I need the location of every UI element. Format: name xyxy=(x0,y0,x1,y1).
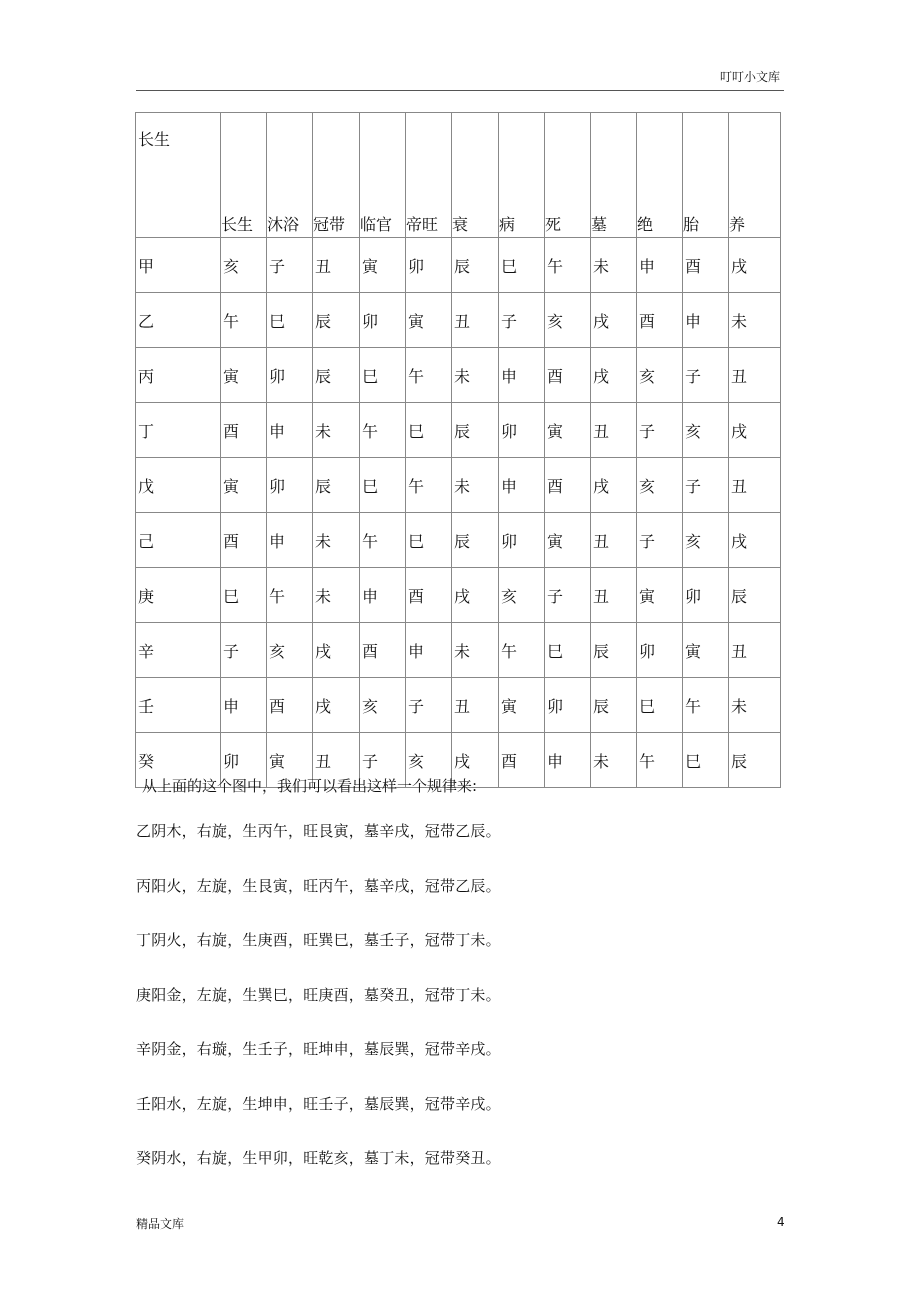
branch-cell: 寅 xyxy=(406,293,452,348)
branch-cell: 卯 xyxy=(637,623,683,678)
branch-cell: 卯 xyxy=(267,458,313,513)
rule-line: 丙阳火，左旋，生艮寅，旺丙午，墓辛戌，冠带乙辰。 xyxy=(136,876,501,895)
branch-cell: 未 xyxy=(313,513,360,568)
table-row xyxy=(136,513,781,568)
column-header: 沐浴 xyxy=(267,113,313,238)
stem-label: 乙 xyxy=(136,293,221,348)
stem-label: 辛 xyxy=(136,623,221,678)
branch-cell: 辰 xyxy=(591,623,637,678)
stem-label: 癸 xyxy=(136,733,221,788)
page-header xyxy=(136,66,784,91)
branch-cell: 寅 xyxy=(221,348,267,403)
branch-cell: 寅 xyxy=(221,458,267,513)
stem-label: 戊 xyxy=(136,458,221,513)
branch-cell: 午 xyxy=(499,623,545,678)
branch-cell: 未 xyxy=(452,623,499,678)
branch-cell: 午 xyxy=(637,733,683,788)
branch-cell: 巳 xyxy=(545,623,591,678)
branch-cell: 巳 xyxy=(637,678,683,733)
table-row xyxy=(136,238,781,293)
branch-cell: 巳 xyxy=(360,348,406,403)
branch-cell: 子 xyxy=(683,348,729,403)
branch-cell: 丑 xyxy=(452,293,499,348)
stem-label: 壬 xyxy=(136,678,221,733)
branch-cell: 亥 xyxy=(683,513,729,568)
branch-cell: 未 xyxy=(452,458,499,513)
branch-cell: 亥 xyxy=(545,293,591,348)
branch-cell: 午 xyxy=(683,678,729,733)
rule-line: 庚阳金，左旋，生巽巳，旺庚酉，墓癸丑，冠带丁未。 xyxy=(136,985,501,1004)
branch-cell: 戌 xyxy=(729,238,781,293)
branch-cell: 亥 xyxy=(221,238,267,293)
branch-cell: 丑 xyxy=(729,623,781,678)
branch-cell: 亥 xyxy=(406,733,452,788)
branch-cell: 戌 xyxy=(313,623,360,678)
branch-cell: 午 xyxy=(221,293,267,348)
branch-cell: 丑 xyxy=(313,238,360,293)
branch-cell: 寅 xyxy=(267,733,313,788)
branch-cell: 未 xyxy=(452,348,499,403)
branch-cell: 辰 xyxy=(313,293,360,348)
branch-cell: 未 xyxy=(591,238,637,293)
branch-cell: 辰 xyxy=(313,458,360,513)
column-header: 绝 xyxy=(637,113,683,238)
branch-cell: 辰 xyxy=(591,678,637,733)
branch-cell: 卯 xyxy=(267,348,313,403)
branch-cell: 戌 xyxy=(452,568,499,623)
table-row xyxy=(136,293,781,348)
branch-cell: 丑 xyxy=(729,458,781,513)
branch-cell: 申 xyxy=(406,623,452,678)
branch-cell: 亥 xyxy=(637,348,683,403)
column-header: 养 xyxy=(729,113,781,238)
branch-cell: 酉 xyxy=(683,238,729,293)
site-name: 叮叮小文库 xyxy=(719,70,780,84)
branch-cell: 亥 xyxy=(683,403,729,458)
branch-cell: 辰 xyxy=(729,733,781,788)
branch-cell: 卯 xyxy=(221,733,267,788)
stem-label: 庚 xyxy=(136,568,221,623)
branch-cell: 酉 xyxy=(406,568,452,623)
branch-cell: 子 xyxy=(360,733,406,788)
branch-cell: 午 xyxy=(267,568,313,623)
branch-cell: 辰 xyxy=(729,568,781,623)
branch-cell: 申 xyxy=(499,458,545,513)
branch-cell: 申 xyxy=(221,678,267,733)
branch-cell: 午 xyxy=(360,513,406,568)
table-row xyxy=(136,458,781,513)
branch-cell: 酉 xyxy=(499,733,545,788)
branch-cell: 酉 xyxy=(545,458,591,513)
column-header: 临官 xyxy=(360,113,406,238)
branch-cell: 卯 xyxy=(499,403,545,458)
branch-cell: 寅 xyxy=(360,238,406,293)
intro-text: 从上面的这个图中，我们可以看出这样一个规律来: xyxy=(142,777,478,795)
branch-cell: 申 xyxy=(360,568,406,623)
table-corner-label: 长生 xyxy=(136,113,221,238)
branch-cell: 卯 xyxy=(499,513,545,568)
branch-cell: 寅 xyxy=(499,678,545,733)
branch-cell: 卯 xyxy=(545,678,591,733)
branch-cell: 戌 xyxy=(729,403,781,458)
branch-cell: 辰 xyxy=(452,403,499,458)
branch-cell: 午 xyxy=(360,403,406,458)
branch-cell: 酉 xyxy=(267,678,313,733)
branch-cell: 亥 xyxy=(360,678,406,733)
branch-cell: 未 xyxy=(729,678,781,733)
branch-cell: 辰 xyxy=(313,348,360,403)
branch-cell: 戌 xyxy=(452,733,499,788)
branch-cell: 亥 xyxy=(499,568,545,623)
stem-label: 甲 xyxy=(136,238,221,293)
branch-cell: 寅 xyxy=(545,513,591,568)
branch-cell: 戌 xyxy=(313,678,360,733)
branch-cell: 卯 xyxy=(406,238,452,293)
rule-line: 辛阴金，右璇，生壬子，旺坤申，墓辰巽，冠带辛戌。 xyxy=(136,1040,501,1058)
branch-cell: 申 xyxy=(545,733,591,788)
column-header: 衰 xyxy=(452,113,499,238)
branch-cell: 卯 xyxy=(683,568,729,623)
branch-cell: 子 xyxy=(545,568,591,623)
column-header: 胎 xyxy=(683,113,729,238)
branch-cell: 丑 xyxy=(313,733,360,788)
branch-cell: 丑 xyxy=(591,513,637,568)
branch-cell: 酉 xyxy=(637,293,683,348)
branch-cell: 巳 xyxy=(499,238,545,293)
rule-line: 乙阴木，右旋，生丙午，旺艮寅，墓辛戌，冠带乙辰。 xyxy=(136,822,501,840)
branch-cell: 午 xyxy=(406,458,452,513)
column-header: 病 xyxy=(499,113,545,238)
branch-cell: 子 xyxy=(683,458,729,513)
branch-cell: 申 xyxy=(267,403,313,458)
column-header: 帝旺 xyxy=(406,113,452,238)
column-header: 长生 xyxy=(221,113,267,238)
branch-cell: 申 xyxy=(267,513,313,568)
branch-cell: 未 xyxy=(313,568,360,623)
rule-line: 癸阴水，右旋，生甲卯，旺乾亥，墓丁未，冠带癸丑。 xyxy=(136,1149,501,1167)
branch-cell: 酉 xyxy=(221,513,267,568)
branch-cell: 午 xyxy=(545,238,591,293)
footer-label: 精品文库 xyxy=(136,1217,185,1231)
branch-cell: 子 xyxy=(406,678,452,733)
branch-cell: 巳 xyxy=(267,293,313,348)
branch-cell: 子 xyxy=(499,293,545,348)
stem-label: 己 xyxy=(136,513,221,568)
table-row xyxy=(136,348,781,403)
branch-cell: 戌 xyxy=(591,293,637,348)
branch-cell: 子 xyxy=(267,238,313,293)
branch-cell: 戌 xyxy=(591,458,637,513)
branch-cell: 子 xyxy=(221,623,267,678)
rule-line: 丁阴火，右旋，生庚酉，旺巽巳，墓壬子，冠带丁未。 xyxy=(136,931,501,949)
branch-cell: 巳 xyxy=(683,733,729,788)
branch-cell: 未 xyxy=(591,733,637,788)
branch-cell: 寅 xyxy=(637,568,683,623)
branch-cell: 巳 xyxy=(406,403,452,458)
branch-cell: 子 xyxy=(637,513,683,568)
branch-cell: 申 xyxy=(499,348,545,403)
branch-cell: 寅 xyxy=(545,403,591,458)
branch-cell: 巳 xyxy=(360,458,406,513)
page-number: 4 xyxy=(777,1215,785,1229)
table-row xyxy=(136,568,781,623)
table-row xyxy=(136,623,781,678)
column-header: 冠带 xyxy=(313,113,360,238)
changsheng-table xyxy=(135,112,781,788)
table-header-row xyxy=(136,113,781,238)
branch-cell: 申 xyxy=(637,238,683,293)
branch-cell: 丑 xyxy=(591,403,637,458)
table-row xyxy=(136,403,781,458)
branch-cell: 亥 xyxy=(637,458,683,513)
branch-cell: 酉 xyxy=(360,623,406,678)
column-header: 死 xyxy=(545,113,591,238)
branch-cell: 子 xyxy=(637,403,683,458)
branch-cell: 辰 xyxy=(452,238,499,293)
branch-cell: 申 xyxy=(683,293,729,348)
branch-cell: 卯 xyxy=(360,293,406,348)
branch-cell: 丑 xyxy=(591,568,637,623)
rule-line: 壬阳水，左旋，生坤申，旺壬子，墓辰巽，冠带辛戌。 xyxy=(136,1094,501,1113)
branch-cell: 巳 xyxy=(406,513,452,568)
branch-cell: 戌 xyxy=(591,348,637,403)
branch-cell: 寅 xyxy=(683,623,729,678)
branch-cell: 亥 xyxy=(267,623,313,678)
branch-cell: 丑 xyxy=(452,678,499,733)
stem-label: 丙 xyxy=(136,348,221,403)
branch-cell: 酉 xyxy=(545,348,591,403)
branch-cell: 酉 xyxy=(221,403,267,458)
branch-cell: 巳 xyxy=(221,568,267,623)
branch-cell: 未 xyxy=(313,403,360,458)
branch-cell: 丑 xyxy=(729,348,781,403)
branch-cell: 未 xyxy=(729,293,781,348)
table-row xyxy=(136,678,781,733)
column-header: 墓 xyxy=(591,113,637,238)
branch-cell: 戌 xyxy=(729,513,781,568)
branch-cell: 午 xyxy=(406,348,452,403)
stem-label: 丁 xyxy=(136,403,221,458)
branch-cell: 辰 xyxy=(452,513,499,568)
